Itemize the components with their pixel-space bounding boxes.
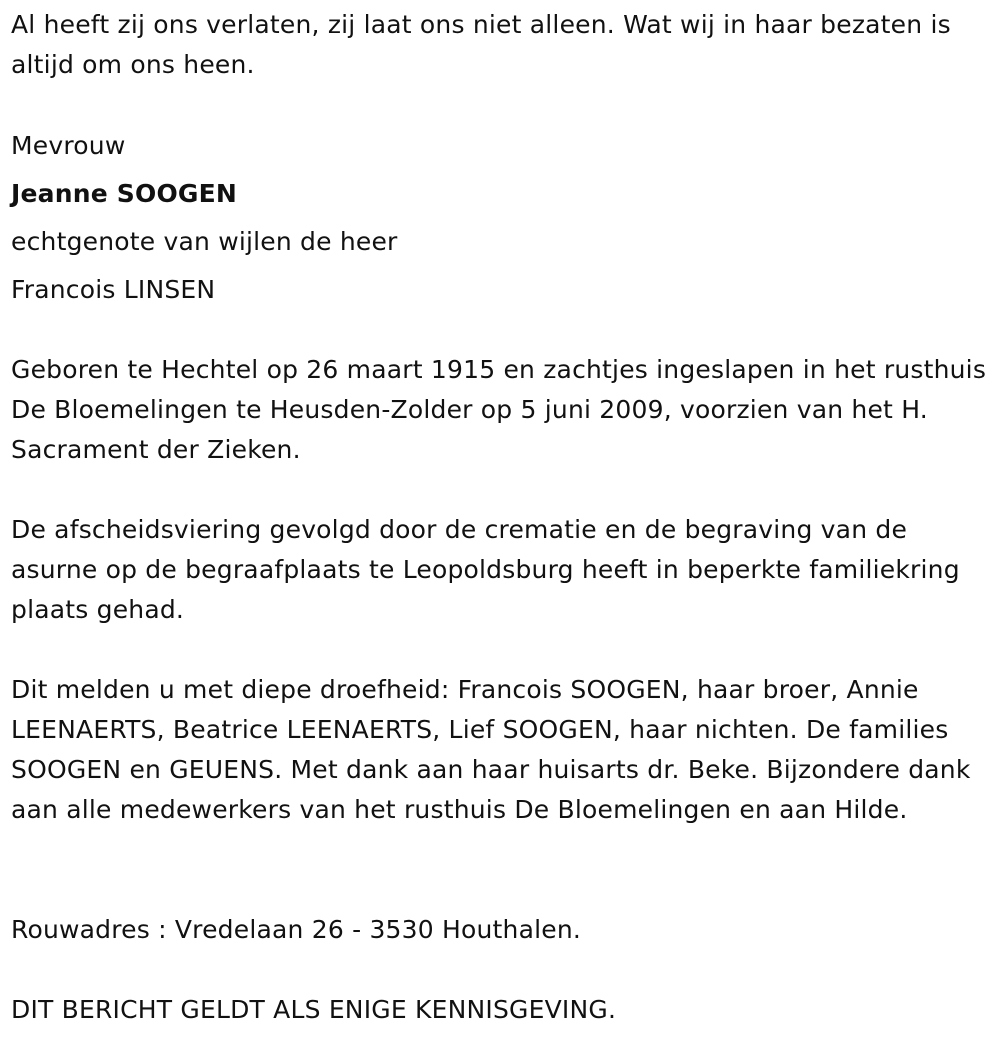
birth-death-paragraph: Geboren te Hechtel op 26 maart 1915 en zachtjes ingeslapen in het rusthuis De Bloemelingen te Heusden-Zolder op 5 juni 2009, voorzien van het H. Sacrament der Zieken. bbox=[11, 355, 987, 464]
salutation: Mevrouw bbox=[11, 131, 126, 160]
notice-line: DIT BERICHT GELDT ALS ENIGE KENNISGEVING. bbox=[11, 995, 617, 1024]
spouse-name: Francois LINSEN bbox=[11, 275, 216, 304]
spouse-line: echtgenote van wijlen de heer bbox=[11, 227, 398, 256]
family-paragraph: Dit melden u met diepe droefheid: Francois SOOGEN, haar broer, Annie LEENAERTS, Beatrice LEENAERTS, Lief SOOGEN, haar nichten. De families SOOGEN en GEUENS. Met dank aan haar huisarts dr. Beke. Bijzondere dank aan alle medewerkers van het rusthuis De Bloemelingen en aan Hilde. bbox=[11, 675, 971, 824]
deceased-name: Jeanne SOOGEN bbox=[11, 179, 238, 208]
ceremony-paragraph: De afscheidsviering gevolgd door de crematie en de begraving van de asurne op de begraafplaats te Leopoldsburg heeft in beperkte familiekring plaats gehad. bbox=[11, 515, 960, 624]
opening-quote: Al heeft zij ons verlaten, zij laat ons niet alleen. Wat wij in haar bezaten is altijd om ons heen. bbox=[11, 10, 951, 79]
mourning-address: Rouwadres : Vredelaan 26 - 3530 Houthalen. bbox=[11, 915, 582, 944]
